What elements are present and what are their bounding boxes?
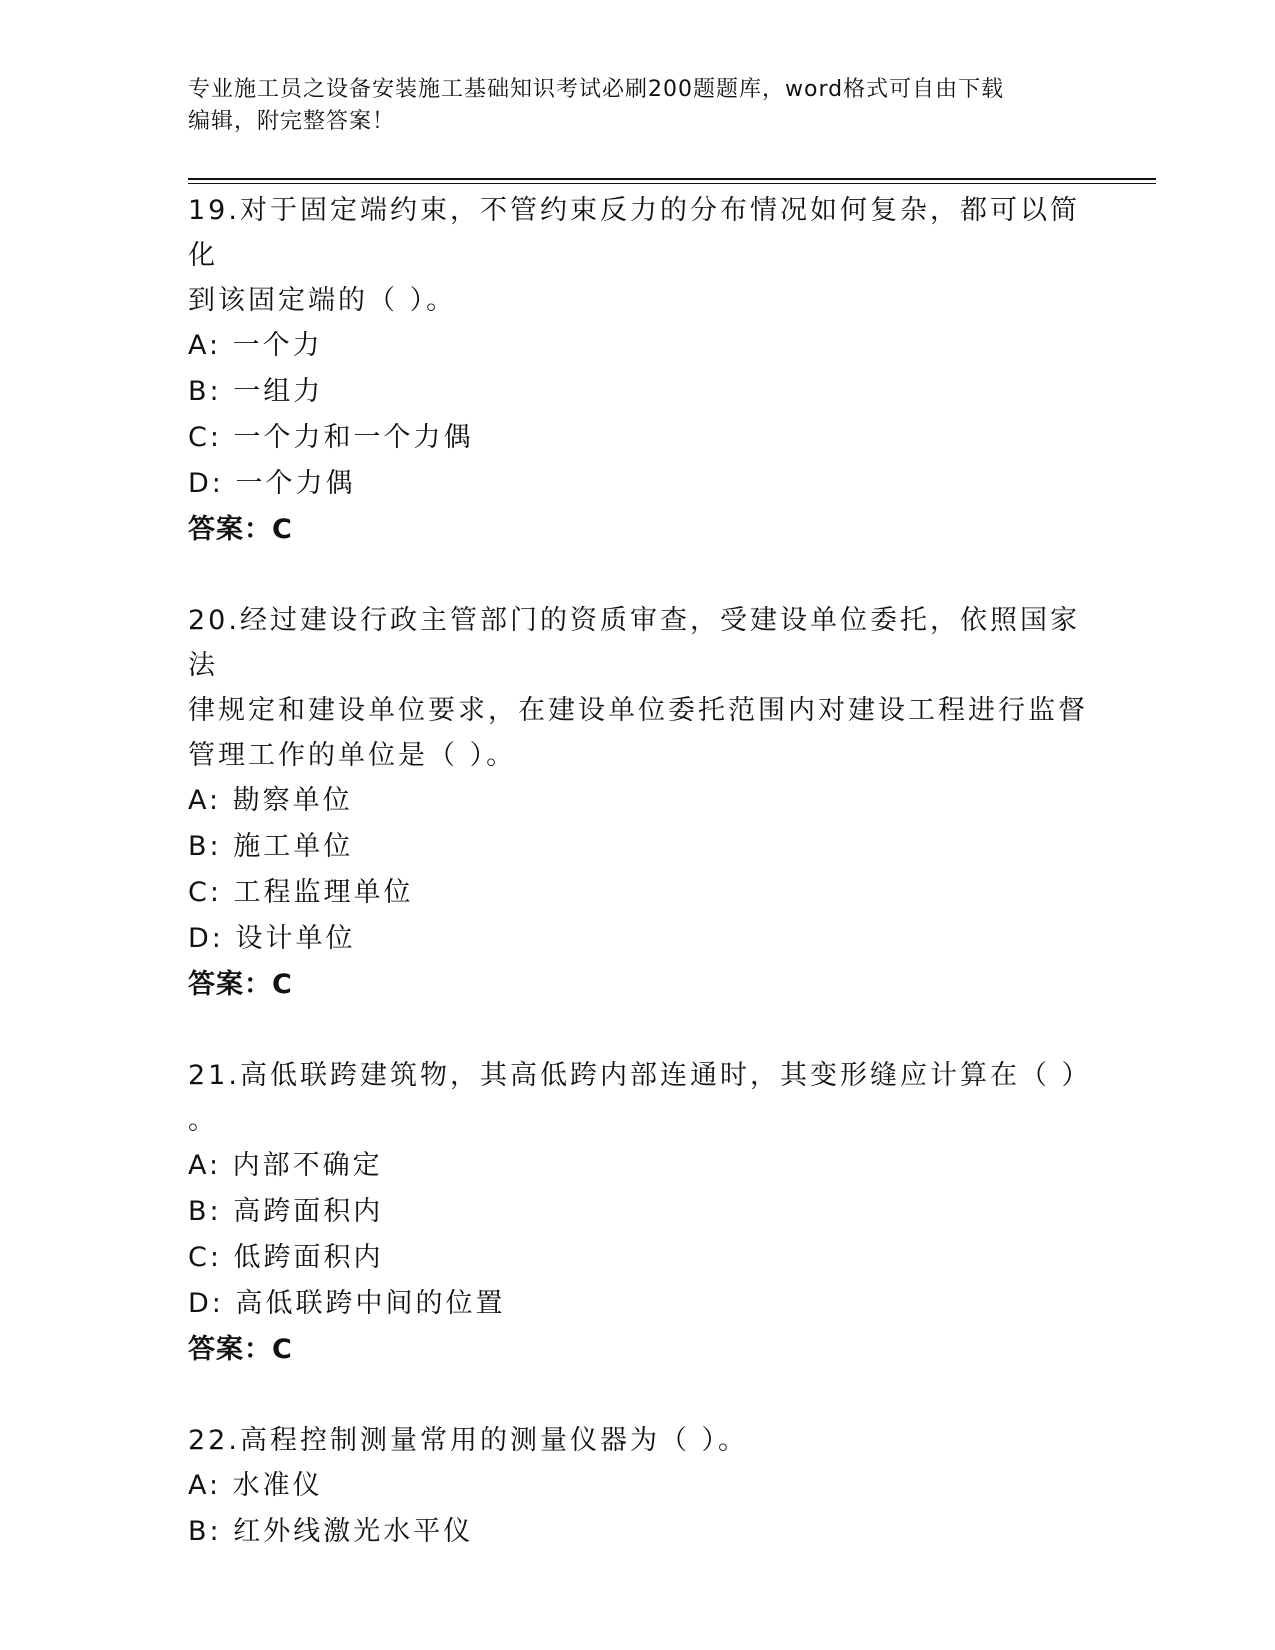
question-21 [188, 1053, 1092, 1373]
option-d: D: 高低联跨中间的位置 [188, 1288, 506, 1319]
question-text-line: 管理工作的单位是（ ）。 [188, 740, 517, 771]
option-c: C: 一个力和一个力偶 [188, 422, 474, 453]
question-text-line: 律规定和建设单位要求，在建设单位委托范围内对建设工程进行监督 [188, 695, 1088, 726]
option-d: D: 一个力偶 [188, 468, 356, 499]
option-b: B: 一组力 [188, 376, 324, 407]
option-a: A: 内部不确定 [188, 1150, 383, 1181]
question-list [188, 188, 1092, 1600]
option-b: B: 红外线激光水平仪 [188, 1516, 474, 1547]
question-20 [188, 598, 1088, 1008]
question-text-line: 。 [188, 1105, 218, 1136]
answer-text: 答案：C [188, 514, 293, 545]
question-22 [188, 1418, 1088, 1555]
option-b: B: 高跨面积内 [188, 1196, 384, 1227]
document-header [188, 74, 1068, 138]
question-text-line: 21.高低联跨建筑物，其高低跨内部连通时，其变形缝应计算在（ ） [188, 1060, 1092, 1091]
option-c: C: 低跨面积内 [188, 1242, 384, 1273]
answer-text: 答案：C [188, 969, 293, 1000]
option-d: D: 设计单位 [188, 923, 356, 954]
option-a: A: 一个力 [188, 330, 323, 361]
header-line-2: 编辑，附完整答案！ [188, 109, 396, 134]
option-a: A: 水准仪 [188, 1470, 323, 1501]
option-b: B: 施工单位 [188, 831, 354, 862]
question-text-line: 22.高程控制测量常用的测量仪器为（ ）。 [188, 1425, 749, 1456]
header-divider-thin [188, 183, 1156, 184]
question-19 [188, 188, 1088, 553]
header-line-1: 专业施工员之设备安装施工基础知识考试必刷200题题库，word格式可自由下载 [188, 77, 1005, 102]
answer-text: 答案：C [188, 1334, 293, 1365]
question-text-line: 19.对于固定端约束，不管约束反力的分布情况如何复杂，都可以简化 [188, 195, 1080, 271]
option-a: A: 勘察单位 [188, 785, 353, 816]
question-text-line: 20.经过建设行政主管部门的资质审查，受建设单位委托，依照国家法 [188, 605, 1080, 681]
header-divider-thick [188, 178, 1156, 180]
question-text-line: 到该固定端的（ ）。 [188, 285, 457, 316]
option-c: C: 工程监理单位 [188, 877, 414, 908]
